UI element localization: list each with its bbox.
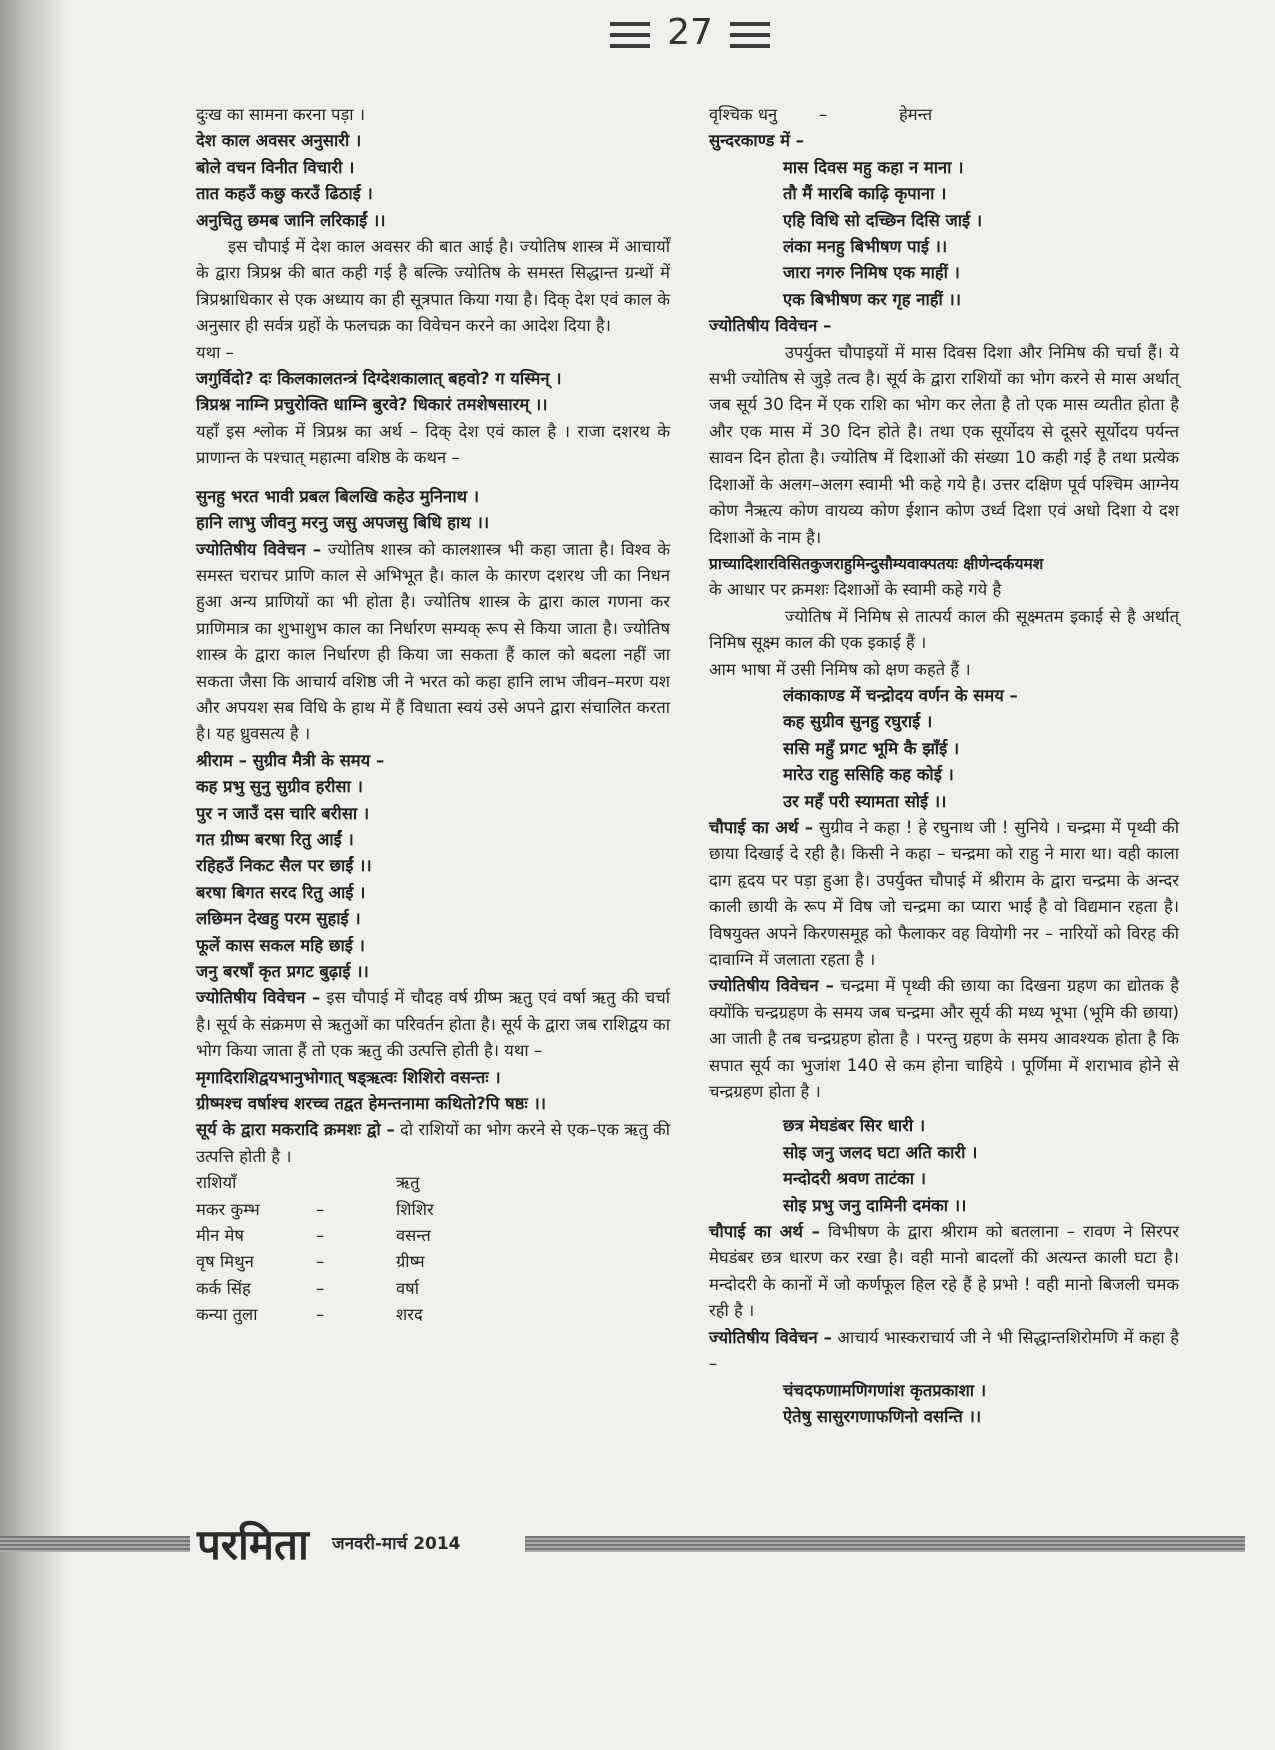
verse-block: [196, 484, 670, 537]
footer: [0, 1515, 1275, 1575]
verse-line: ऐतेषु सासुरगणाफणिनो वसन्ति ।।: [783, 1406, 982, 1426]
paragraph: [709, 1325, 1179, 1378]
table-cell: कन्या तुला: [196, 1305, 258, 1325]
verse-line: रहिहउँ निकट सैल पर छाईं ।।: [196, 856, 372, 876]
section-heading: श्रीराम – सुग्रीव मैत्री के समय –: [196, 750, 385, 770]
footer-rule-left: [0, 1536, 190, 1552]
verse-line: फूलें कास सकल महि छाई ।: [196, 935, 365, 955]
verse-line: सोइ प्रभु जनु दामिनी दमंका ।।: [783, 1195, 967, 1215]
verse-line: तात कहउँ कछु करउँ ढिठाई ।: [196, 184, 373, 204]
paragraph-text: विभीषण के द्वारा श्रीराम को बतलाना – रावण ने सिरपर मेघडंबर छत्र धारण कर रखा है। वही मानो बादलों की अत्यन्त काली घटा है। मन्दोदरी के कानों में जो कर्णफूल हिल रहे हैं हे प्रभो ! वही मानो बिजली चमक रही है ।: [709, 1222, 1180, 1321]
verse-line: हानि लाभु जीवनु मरनु जसु अपजसु बिधि हाथ ।।: [196, 513, 490, 533]
section-heading: ज्योतिषीय विवेचन –: [196, 988, 321, 1008]
paragraph-text: सुग्रीव ने कहा ! हे रघुनाथ जी ! सुनिये । चन्द्रमा में पृथ्वी की छाया दिखाई दे रही है। किसी ने कहा – चन्द्रमा को राहु ने मारा था। वही काला दाग हृदय पर पड़ा हुआ है। उपर्युक्त चौपाई में श्रीराम के द्वारा चन्द्रमा के अन्दर काली छायी के रूप में विष जो चन्द्रमा का प्यारा भाई है वो विद्यमान रहता है। विषयुक्त अपने किरणसमूह को फैलाकर वह वियोगी नर – नारियों को विरह की दावाग्नि में जलाता रहता है ।: [709, 817, 1179, 969]
paragraph: [709, 973, 1179, 1105]
verse-line: लछिमन देखहु परम सुहाई ।: [196, 909, 361, 929]
table-cell: वृष मिथुन: [196, 1252, 254, 1272]
paragraph: उपर्युक्त चौपाइयों में मास दिवस दिशा और निमिष की चर्चा हैं। ये सभी ज्योतिष से जुड़े तत्व है। सूर्य के द्वारा राशियों का भोग करने से मास अर्थात् जब सूर्य 30 दिन में एक राशि का भोग कर लेता है तो एक मास व्यतीत होता है और एक मास में 30 दिन होते है। तथा एक सूर्योदय से दूसरे सूर्योदय पर्यन्त सावन दिन होता है। ज्योतिष में दिशाओं की संख्या 10 कही गई है तथा प्रत्येक दिशाओं के अलग–अलग स्वामी भी कहे गये है। उत्तर दक्षिण पूर्व पश्चिम आग्नेय कोण नैऋत्य कोण वायव्य कोण ईशान कोण उर्ध्व दिशा एवं अधो दिशा ये दश दिशाओं के नाम है।: [709, 342, 1179, 547]
sanskrit-line: प्राच्यादिशारविसितकुजराहुमिन्दुसौम्यवाक्पतयः क्षीणेन्दर्कयमश: [709, 554, 1044, 573]
verse-line: त्रिप्रश्न नाम्नि प्रचुरोक्ति धाम्नि बुरवे? धिकारं तमशेषसारम् ।।: [196, 395, 548, 415]
table-header: राशियाँ: [196, 1173, 237, 1193]
verse-line: कह प्रभु सुनु सुग्रीव हरीसा ।: [196, 777, 363, 797]
paragraph: आम भाषा में उसी निमिष को क्षण कहते हैं ।: [709, 659, 971, 679]
table-cell: –: [316, 1252, 325, 1272]
page-number-ornament: [610, 12, 770, 58]
page-number: 27: [667, 12, 713, 53]
paragraph-text: आचार्य भास्कराचार्य जी ने भी सिद्धान्तशिरोमणि में कहा है –: [709, 1327, 1179, 1374]
table-header: [316, 1170, 396, 1196]
section-heading: ज्योतिषीय विवेचन –: [709, 1327, 832, 1347]
verse-line: उर महँ परी स्यामता सोई ।।: [783, 791, 947, 811]
page-fold-shadow: [0, 0, 70, 1750]
verse-block: [196, 1065, 670, 1118]
verse-line: देश काल अवसर अनुसारी ।: [196, 131, 362, 151]
verse-line: सोइ जनु जलद घटा अति कारी ।: [783, 1142, 978, 1162]
verse-block: [196, 128, 670, 234]
section-heading: चौपाई का अर्थ –: [709, 817, 814, 837]
verse-line: ससि महुँ प्रगट भूमि कै झाँई ।: [783, 738, 960, 758]
section-heading: चौपाई का अर्थ –: [709, 1222, 820, 1242]
table-cell: –: [316, 1199, 325, 1219]
table-cell: –: [316, 1226, 325, 1246]
verse-line: लंकाकाण्ड में चन्द्रोदय वर्णन के समय –: [783, 685, 1018, 705]
rashi-ritu-table-continued: [709, 102, 1179, 128]
paragraph: [709, 815, 1179, 973]
section-heading: ज्योतिषीय विवेचन –: [709, 316, 832, 336]
ornament-bars-left: [610, 22, 650, 48]
table-cell: वसन्त: [396, 1226, 431, 1246]
paragraph: यहाँ इस श्लोक में त्रिप्रश्न का अर्थ – दिक् देश एवं काल है । राजा दशरथ के प्राणान्त के पश्चात् महात्मा वशिष्ठ के कथन –: [196, 421, 670, 468]
paragraph: के आधार पर क्रमशः दिशाओं के स्वामी कहे गये है: [709, 580, 1002, 600]
table-cell: –: [316, 1305, 325, 1325]
paragraph: [196, 537, 670, 748]
section-heading: सूर्य के द्वारा मकरादि क्रमशः द्वो –: [196, 1120, 395, 1140]
paragraph-text: इस चौपाई में चौदह वर्ष ग्रीष्म ऋतु एवं वर्षा ऋतु की चर्चा है। सूर्य के संक्रमण से ऋतुओं का परिवर्तन होता है। सूर्य के द्वारा जब राशिद्वय का भोग किया जाता हैं तो एक ऋतु की उत्पत्ति होती है। यथा –: [196, 988, 670, 1061]
verse-line: अनुचितु छमब जानि लरिकाईं ।।: [196, 210, 386, 230]
verse-line: जनु बरषाँ कृत प्रगट बुढ़ाई ।।: [196, 962, 369, 981]
verse-line: बोले वचन विनीत विचारी ।: [196, 157, 355, 177]
verse-line: एहि विधि सो दच्छिन दिसि जाई ।: [783, 210, 983, 230]
paragraph: [709, 1219, 1179, 1325]
verse-line: ग्रीष्मश्च वर्षाश्च शरच्च तद्वत हेमन्तनामा कथितो?पि षष्ठः ।।: [196, 1094, 546, 1114]
verse-line: गत ग्रीष्म बरषा रितु आईं ।: [196, 829, 354, 849]
table-cell: शरद: [396, 1305, 423, 1325]
rashi-ritu-table: [196, 1170, 670, 1328]
verse-block: [196, 774, 670, 985]
verse-line: छत्र मेघडंबर सिर धारी ।: [783, 1116, 926, 1136]
left-column: [196, 102, 670, 1329]
table-header: ऋतु: [396, 1173, 420, 1193]
verse-line: लंका मनहु बिभीषण पाई ।।: [783, 237, 948, 257]
verse-line: तौ मैं मारबि काढ़ि कृपाना ।: [783, 184, 947, 204]
verse-line: जगुर्विदो? दः किलकालतन्त्रं दिग्देशकालात् बहवो? ग यस्मिन् ।: [196, 369, 562, 389]
paragraph: दुःख का सामना करना पड़ा ।: [196, 105, 366, 124]
table-cell: मीन मेष: [196, 1226, 244, 1246]
verse-block: [709, 683, 1179, 815]
verse-line: मृगादिराशिद्वयभानुभोगात् षड्ऋत्वः शिशिरो वसन्तः ।: [196, 1067, 501, 1087]
table-cell: कर्क सिंह: [196, 1278, 251, 1298]
paragraph-text: चन्द्रमा में पृथ्वी की छाया का दिखना ग्रहण का द्योतक है क्योंकि चन्द्रग्रहण के समय जब चन्द्रमा और सूर्य की मध्य भूभा (भूमि की छाया) आ जाती है तब चन्द्रग्रहण होता है । परन्तु ग्रहण के समय आवश्यक होता है कि सपात सूर्य का भुजांश 140 से कम होना चाहिये । पूर्णिमा में शराभाव होने से चन्द्रग्रहण होता है ।: [709, 976, 1179, 1102]
table-cell: –: [316, 1278, 325, 1298]
verse-line: जारा नगरु निमिष एक माहीं ।: [783, 263, 960, 283]
verse-line: एक बिभीषण कर गृह नाहीं ।।: [783, 289, 961, 309]
verse-block: [709, 1113, 1179, 1219]
table-cell: वृश्चिक धनु: [709, 105, 778, 124]
section-heading: ज्योतिषीय विवेचन –: [196, 539, 322, 559]
verse-line: चंचदफणामणिगणांश कृतप्रकाशा ।: [783, 1380, 987, 1400]
verse-line: मारेउ राहु ससिहि कह कोई ।: [783, 765, 954, 785]
verse-line: कह सुग्रीव सुनहु रघुराई ।: [783, 712, 933, 732]
right-column: [709, 102, 1179, 1430]
table-cell: मकर कुम्भ: [196, 1199, 260, 1219]
verse-block: [709, 1378, 1179, 1431]
paragraph-text: दो राशियों का भोग करने से एक–एक ऋतु की उत्पत्ति होती है ।: [196, 1120, 670, 1166]
verse-block: [196, 366, 670, 419]
verse-line: मास दिवस महु कहा न माना ।: [783, 157, 964, 177]
paragraph-text: ज्योतिष शास्त्र को कालशास्त्र भी कहा जाता है। विश्व के समस्त चराचर प्राणि काल से अभिभूत है। काल के कारण दशरथ जी का निधन हुआ अन्य प्राणियों का भी होता है। ज्योतिष शास्त्र के द्वारा काल गणना कर प्राणिमात्र का शुभाशुभ काल का निर्धारण सम्यक् रूप से किया जाता है। ज्योतिष शास्त्र के द्वारा काल निर्धारण ही किया जा सकता हैं काल को बदला नहीं जा सकता जैसा कि आचार्य वशिष्ठ जी ने भरत को कहा हानि लाभ जीवन–मरण यश और अपयश सब विधि के हाथ में हैं विधाता स्वयं उसे अपने द्वारा संचालित करता है। यह ध्रुवसत्य है ।: [196, 539, 670, 744]
verse-line: पुर न जाउँ दस चारि बरीसा ।: [196, 803, 370, 823]
table-cell: वर्षा: [396, 1278, 419, 1298]
table-cell: –: [819, 105, 828, 124]
paragraph: [196, 985, 670, 1064]
paragraph: ज्योतिष में निमिष से तात्पर्य काल की सूक्ष्मतम इकाई से है अर्थात् निमिष सूक्ष्म काल की एक इकाई हैं ।: [709, 606, 1179, 653]
paragraph: यथा –: [196, 342, 234, 362]
magazine-logo: परमिता: [197, 1520, 309, 1569]
verse-block: [709, 155, 1179, 313]
section-heading: ज्योतिषीय विवेचन –: [709, 976, 834, 996]
paragraph: [196, 1117, 670, 1170]
issue-date: जनवरी-मार्च 2014: [332, 1534, 461, 1554]
table-cell: शिशिर: [396, 1199, 434, 1219]
verse-line: मन्दोदरी श्रवण ताटंका ।: [783, 1169, 926, 1189]
ornament-bars-right: [730, 22, 770, 48]
table-cell: ग्रीष्म: [396, 1252, 425, 1272]
verse-line: बरषा बिगत सरद रितु आई ।: [196, 882, 366, 902]
table-cell: हेमन्त: [899, 105, 933, 124]
paragraph: इस चौपाई में देश काल अवसर की बात आई है। ज्योतिष शास्त्र में आचार्यों के द्वारा त्रिप्रश्न की बात कही गई है बल्कि ज्योतिष के समस्त सिद्धान्त ग्रन्थों में त्रिप्रश्नाधिकार से एक अध्याय का ही सूत्रपात किया गया है। दिक् देश एवं काल के अनुसार ही सर्वत्र ग्रहों के फलचक्र का विवेचन करने का आदेश दिया है।: [196, 237, 670, 336]
verse-line: सुनहु भरत भावी प्रबल बिलखि कहेउ मुनिनाथ ।: [196, 486, 480, 506]
footer-rule-right: [525, 1536, 1245, 1552]
section-heading: सुन्दरकाण्ड में –: [709, 131, 804, 151]
